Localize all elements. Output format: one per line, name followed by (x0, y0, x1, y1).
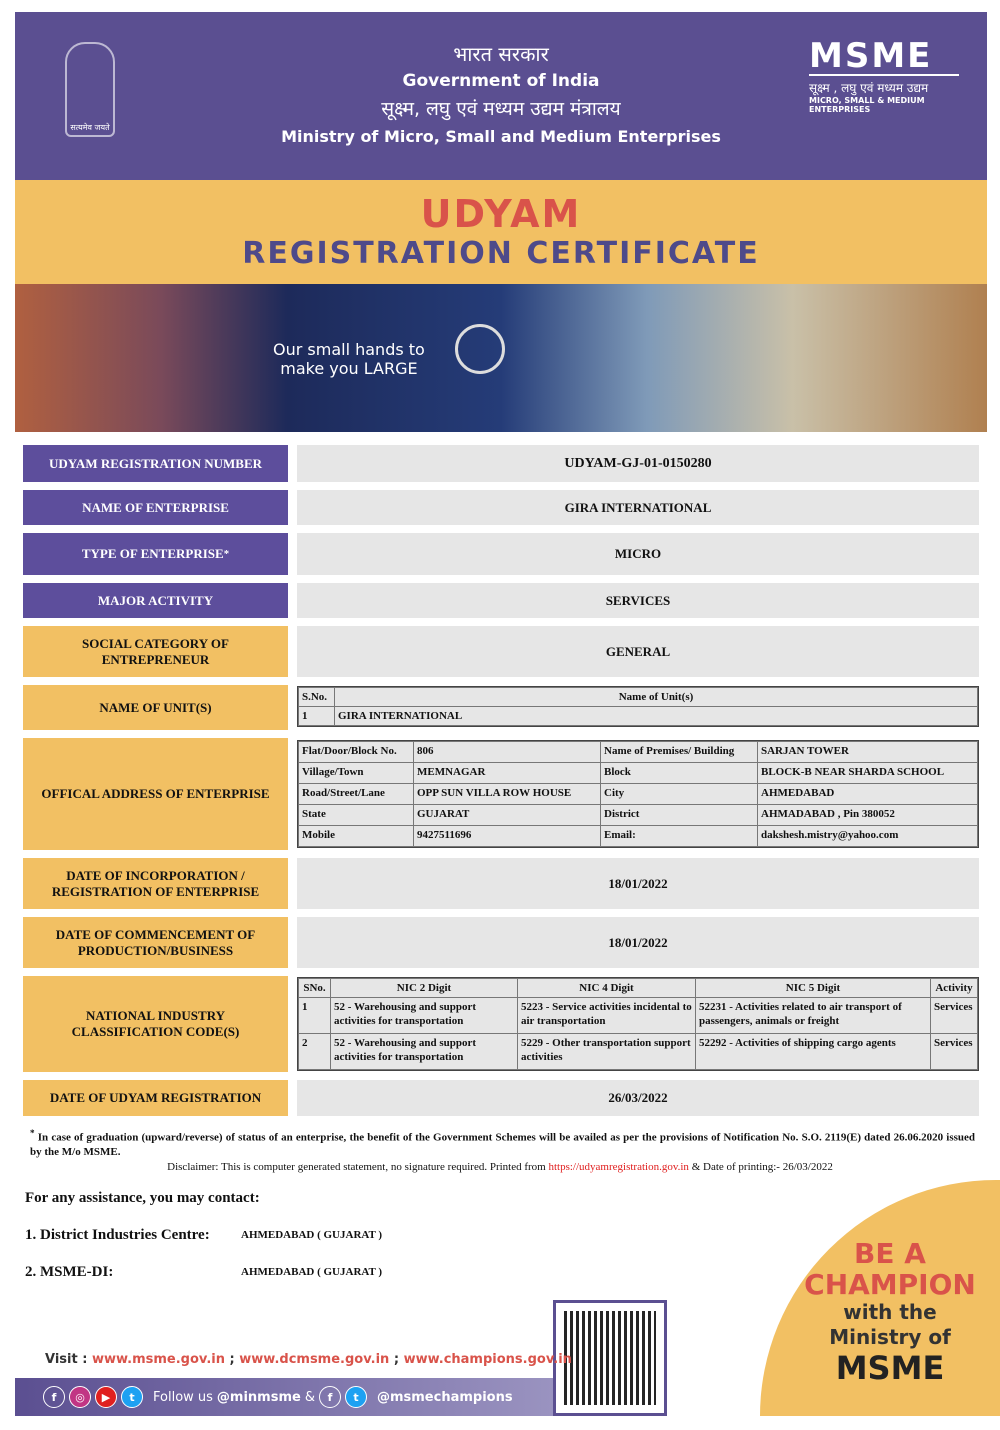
nic-cell: 5229 - Other transportation support activities (518, 1034, 696, 1070)
address-value: 806 (414, 742, 601, 763)
hindi-government: भारत सरकार (453, 42, 549, 66)
nic-cell: 1 (299, 998, 331, 1034)
address-value: AHMEDABAD (758, 784, 978, 805)
youtube-icon[interactable]: ▶ (95, 1386, 117, 1408)
emblem-motto: सत्यमेव जयते (70, 123, 110, 132)
nic-header: Activity (931, 979, 978, 998)
table-row (299, 998, 978, 1034)
address-label: Flat/Door/Block No. (299, 742, 414, 763)
address-label: Road/Street/Lane (299, 784, 414, 805)
contact-dic-value: AHMEDABAD ( GUJARAT ) (241, 1229, 383, 1241)
contact-heading: For any assistance, you may contact: (25, 1190, 260, 1206)
address-value: BLOCK-B NEAR SHARDA SCHOOL (758, 763, 978, 784)
address-value: MEMNAGAR (414, 763, 601, 784)
nic-table (297, 977, 979, 1071)
contact-msmedi-label: 2. MSME-DI: (25, 1264, 114, 1280)
champ-line: CHAMPION (804, 1268, 976, 1301)
nic-cell: 52 - Warehousing and support activities for transportation (331, 998, 518, 1034)
nic-cell: 52231 - Activities related to air transport of passengers, animals or freight (696, 998, 931, 1034)
address-label: Mobile (299, 826, 414, 847)
instagram-icon[interactable]: ◎ (69, 1386, 91, 1408)
nic-cell: 52292 - Activities of shipping cargo agents (696, 1034, 931, 1070)
value-udyam-registration-date: 26/03/2022 (297, 1080, 979, 1116)
table-row (299, 742, 978, 763)
label-text: TYPE OF ENTERPRISE (81, 546, 224, 561)
asterisk: * (223, 548, 230, 560)
address-label: Block (601, 763, 758, 784)
address-label: Email: (601, 826, 758, 847)
champ-line: BE A (854, 1237, 926, 1270)
hero-banner-image (15, 284, 987, 432)
units-table (297, 686, 979, 727)
dcmsme-link[interactable]: www.dcmsme.gov.in (239, 1352, 390, 1367)
address-value: SARJAN TOWER (758, 742, 978, 763)
handle-minmsme[interactable]: @minmsme (216, 1389, 301, 1405)
value-social-category: GENERAL (297, 626, 979, 677)
contact-dic-label: 1. District Industries Centre: (25, 1227, 210, 1243)
address-value: dakshesh.mistry@yahoo.com (758, 826, 978, 847)
label-commencement-date: DATE OF COMMENCEMENT OF PRODUCTION/BUSINESS (23, 917, 288, 968)
msme-logo-english: MICRO, SMALL & MEDIUM ENTERPRISES (809, 96, 925, 114)
nic-cell: Services (931, 998, 978, 1034)
address-label: District (601, 805, 758, 826)
msme-logo-hindi: सूक्ष्म , लघु एवं मध्यम उद्यम (809, 81, 929, 95)
value-udyam-number: UDYAM-GJ-01-0150280 (297, 445, 979, 482)
facebook-icon[interactable]: f (319, 1386, 341, 1408)
address-label: Village/Town (299, 763, 414, 784)
table-row (299, 826, 978, 847)
col-sno: S.No. (299, 688, 335, 707)
nic-cell: Services (931, 1034, 978, 1070)
twitter-icon[interactable]: t (121, 1386, 143, 1408)
label-social-category: SOCIAL CATEGORY OF ENTREPRENEUR (23, 626, 288, 677)
nic-header: SNo. (299, 979, 331, 998)
champions-link[interactable]: www.champions.gov.in (403, 1352, 572, 1367)
udyam-link[interactable]: https://udyamregistration.gov.in (548, 1161, 689, 1173)
graduation-note (30, 1126, 975, 1159)
tagline-line1: Our small hands to (273, 340, 425, 359)
separator: ; (389, 1352, 404, 1367)
champ-line: MSME (835, 1349, 945, 1387)
visit-links (45, 1352, 572, 1367)
address-value: AHMADABAD , Pin 380052 (758, 805, 978, 826)
follow-text: Follow us (153, 1389, 213, 1405)
government-title: Government of India (402, 71, 600, 91)
note-text: In case of graduation (upward/reverse) of status of an enterprise, the benefit of the Government Schemes will be availed as per the provisions of Notification No. S.O. 2119(E) dated 26.06.2020 issued by the M/o MSME. (30, 1131, 976, 1158)
value-incorporation-date: 18/01/2022 (297, 858, 979, 909)
value-major-activity: SERVICES (297, 583, 979, 618)
amp: & (304, 1389, 315, 1405)
address-label: City (601, 784, 758, 805)
address-table (297, 740, 979, 848)
twitter-icon[interactable]: t (345, 1386, 367, 1408)
disclaimer (0, 1161, 1000, 1173)
table-row (299, 763, 978, 784)
address-value: OPP SUN VILLA ROW HOUSE (414, 784, 601, 805)
table-row (299, 805, 978, 826)
value-enterprise-type: MICRO (297, 533, 979, 575)
champ-line: Ministry of (829, 1325, 951, 1349)
table-row (299, 1034, 978, 1070)
title-udyam: UDYAM (420, 192, 582, 236)
nic-header: NIC 5 Digit (696, 979, 931, 998)
chakra-wheel-icon (455, 324, 505, 374)
value-enterprise-name: GIRA INTERNATIONAL (297, 490, 979, 525)
nic-header: NIC 2 Digit (331, 979, 518, 998)
nic-header: NIC 4 Digit (518, 979, 696, 998)
address-value: GUJARAT (414, 805, 601, 826)
national-emblem-icon (65, 42, 115, 137)
handle-msmechampions[interactable]: @msmechampions (376, 1389, 513, 1405)
address-label: State (299, 805, 414, 826)
cell: 1 (299, 707, 335, 726)
label-nic: NATIONAL INDUSTRY CLASSIFICATION CODE(S) (23, 976, 288, 1072)
social-footer (15, 1378, 553, 1416)
facebook-icon[interactable]: f (43, 1386, 65, 1408)
label-address: OFFICAL ADDRESS OF ENTERPRISE (23, 738, 288, 850)
label-udyam-registration-date: DATE OF UDYAM REGISTRATION (23, 1080, 288, 1116)
nic-cell: 2 (299, 1034, 331, 1070)
separator: ; (224, 1352, 240, 1367)
msme-logo (809, 38, 959, 114)
nic-cell: 5223 - Service activities incidental to air transportation (518, 998, 696, 1034)
address-label: Name of Premises/ Building (601, 742, 758, 763)
contact-msmedi-value: AHMEDABAD ( GUJARAT ) (241, 1266, 383, 1278)
certificate-title (15, 180, 987, 284)
address-value: 9427511696 (414, 826, 601, 847)
ministry-title: Ministry of Micro, Small and Medium Enterprises (281, 127, 721, 146)
disclaimer-text: Disclaimer: This is computer generated statement, no signature required. Printed from (167, 1161, 549, 1173)
title-registration-certificate: REGISTRATION CERTIFICATE (242, 236, 760, 271)
label-major-activity: MAJOR ACTIVITY (23, 583, 288, 618)
table-row (299, 707, 978, 726)
banner-tagline (273, 340, 425, 378)
msme-logo-text: MSME (809, 38, 959, 76)
label-udyam-number: UDYAM REGISTRATION NUMBER (23, 445, 288, 482)
label-enterprise-name: NAME OF ENTERPRISE (23, 490, 288, 525)
value-commencement-date: 18/01/2022 (297, 917, 979, 968)
asterisk: * (30, 1128, 35, 1138)
header-banner (15, 12, 987, 180)
tagline-line2: make you LARGE (280, 359, 418, 378)
label-units: NAME OF UNIT(S) (23, 685, 288, 730)
be-a-champion-graphic (760, 1180, 1000, 1416)
champ-line: with the (843, 1300, 937, 1324)
label-enterprise-type (23, 533, 288, 575)
label-incorporation-date: DATE OF INCORPORATION / REGISTRATION OF ENTERPRISE (23, 858, 288, 909)
cell: GIRA INTERNATIONAL (335, 707, 978, 726)
nic-cell: 52 - Warehousing and support activities for transportation (331, 1034, 518, 1070)
hindi-ministry: सूक्ष्म, लघु एवं मध्यम उद्यम मंत्रालय (381, 98, 621, 120)
table-row (299, 784, 978, 805)
print-date: & Date of printing:- 26/03/2022 (688, 1161, 833, 1173)
msme-link[interactable]: www.msme.gov.in (91, 1352, 225, 1367)
col-unit-name: Name of Unit(s) (335, 688, 978, 707)
visit-label: Visit : (45, 1352, 92, 1367)
